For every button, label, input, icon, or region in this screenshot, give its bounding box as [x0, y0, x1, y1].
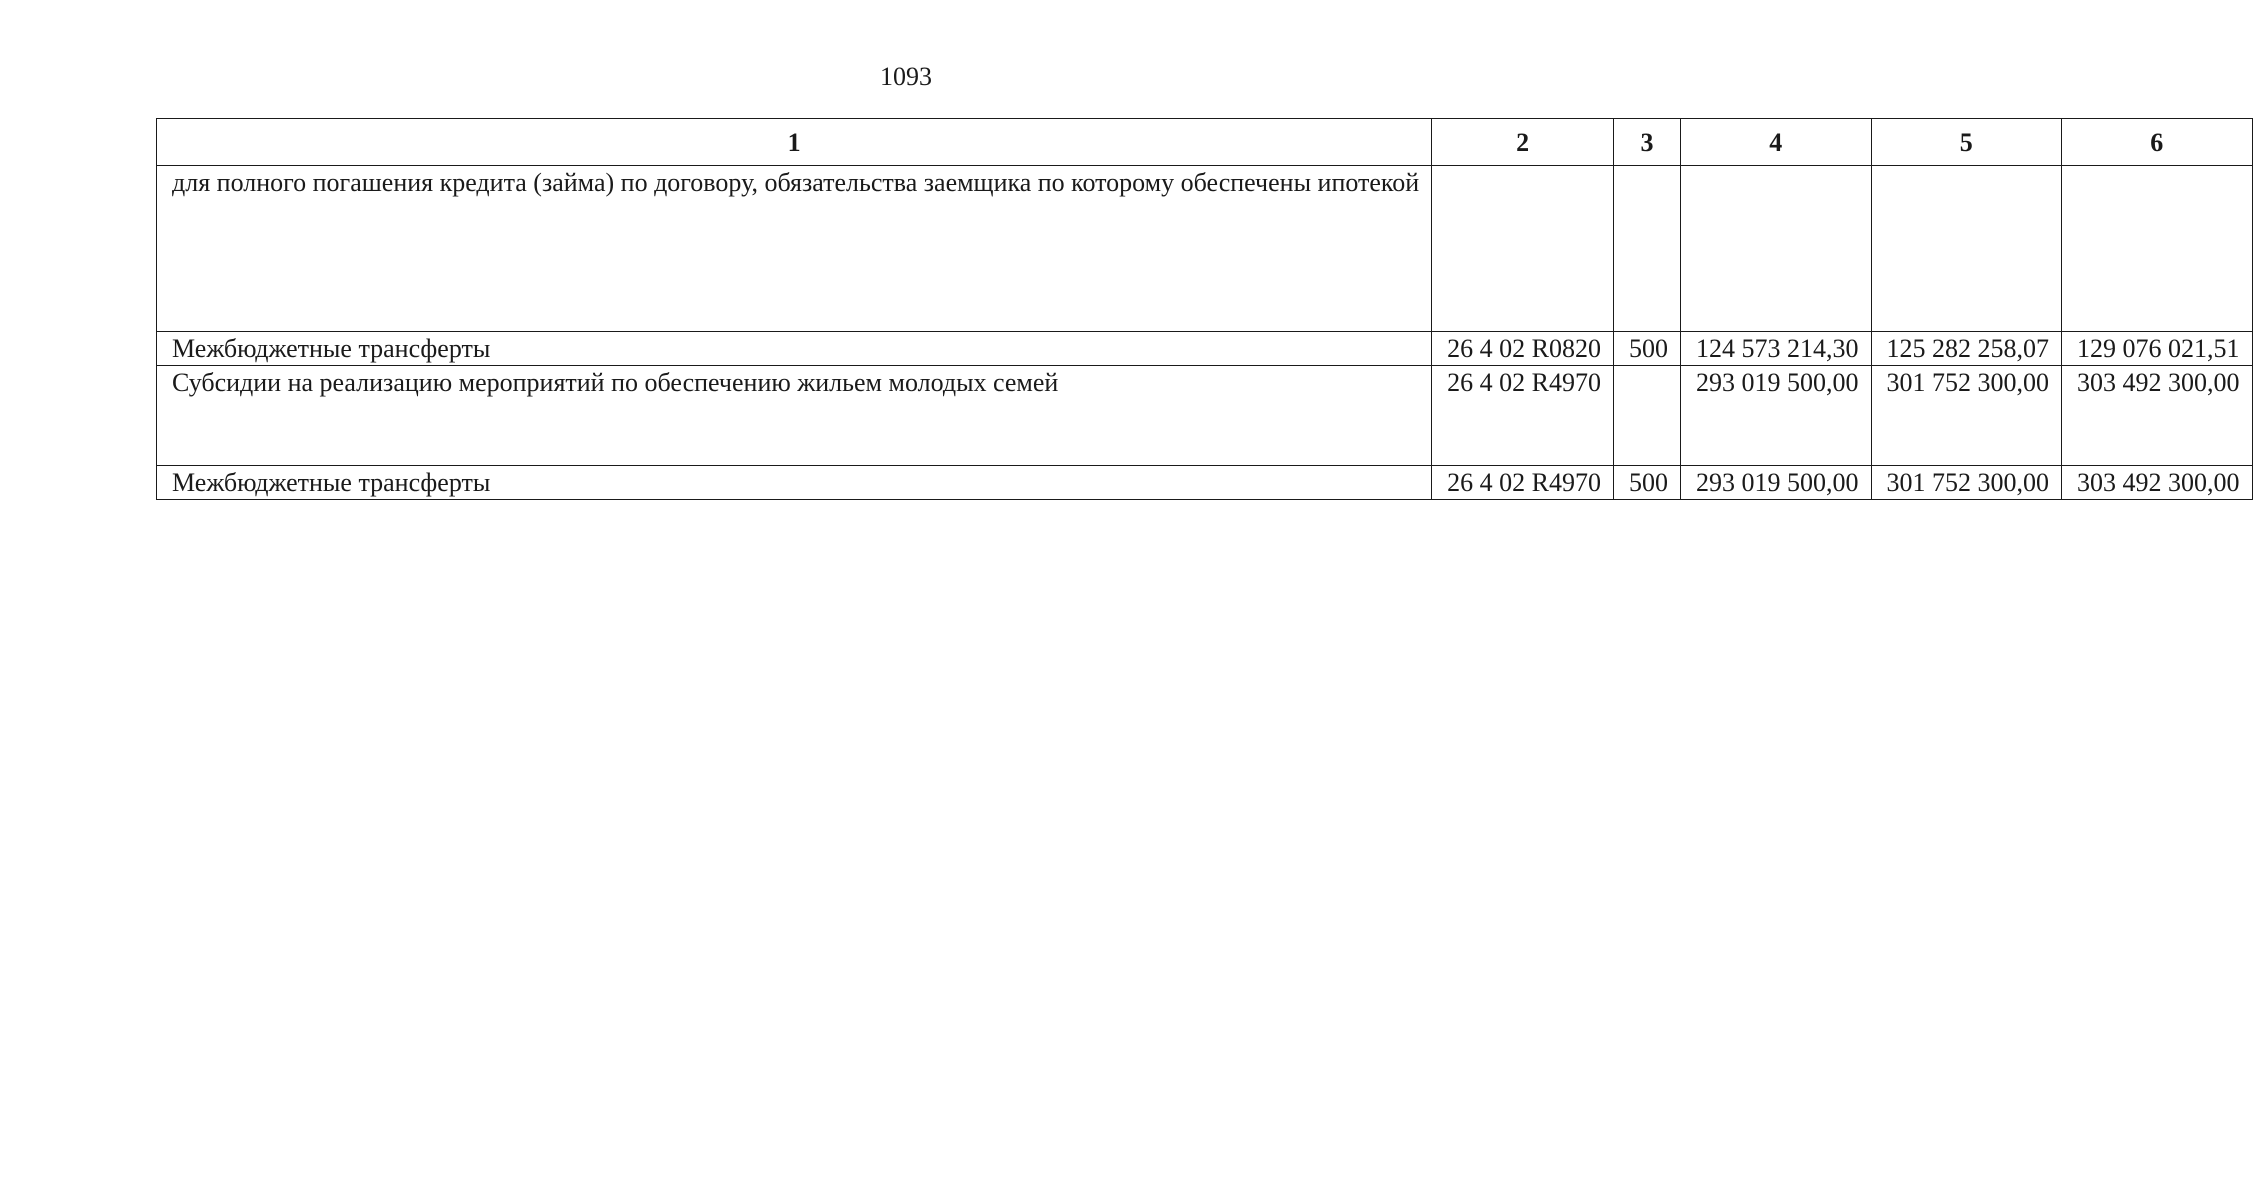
row-amount-2: 125 282 258,07 — [1871, 332, 2062, 366]
budget-table — [156, 118, 2253, 500]
column-header: 2 — [1432, 119, 1614, 166]
row-type — [1614, 366, 1681, 466]
row-amount-2 — [1871, 166, 2062, 332]
column-header: 3 — [1614, 119, 1681, 166]
column-header: 4 — [1681, 119, 1872, 166]
row-amount-2: 301 752 300,00 — [1871, 366, 2062, 466]
page-number: 1093 — [880, 62, 932, 91]
column-header: 6 — [2062, 119, 2253, 166]
row-code: 26 4 02 R4970 — [1432, 466, 1614, 500]
row-name: Межбюджетные трансферты — [157, 332, 1432, 366]
table-row — [157, 366, 2253, 466]
table-header-row — [157, 119, 2253, 166]
row-amount-3 — [2062, 166, 2253, 332]
row-name: для полного погашения кредита (займа) по договору, обязательства заемщика по которому обеспечены ипотекой — [157, 166, 1432, 332]
row-amount-2: 301 752 300,00 — [1871, 466, 2062, 500]
row-amount-3: 129 076 021,51 — [2062, 332, 2253, 366]
row-amount-1 — [1681, 166, 1872, 332]
row-amount-3: 303 492 300,00 — [2062, 366, 2253, 466]
row-amount-1: 293 019 500,00 — [1681, 366, 1872, 466]
row-name: Субсидии на реализацию мероприятий по обеспечению жильем молодых семей — [157, 366, 1432, 466]
row-type — [1614, 166, 1681, 332]
table-row — [157, 166, 2253, 332]
row-amount-1: 293 019 500,00 — [1681, 466, 1872, 500]
row-name: Межбюджетные трансферты — [157, 466, 1432, 500]
table-row — [157, 332, 2253, 366]
row-code: 26 4 02 R0820 — [1432, 332, 1614, 366]
row-type: 500 — [1614, 332, 1681, 366]
row-amount-1: 124 573 214,30 — [1681, 332, 1872, 366]
column-header: 5 — [1871, 119, 2062, 166]
row-type: 500 — [1614, 466, 1681, 500]
row-code — [1432, 166, 1614, 332]
row-code: 26 4 02 R4970 — [1432, 366, 1614, 466]
table-row — [157, 466, 2253, 500]
row-amount-3: 303 492 300,00 — [2062, 466, 2253, 500]
column-header: 1 — [157, 119, 1432, 166]
